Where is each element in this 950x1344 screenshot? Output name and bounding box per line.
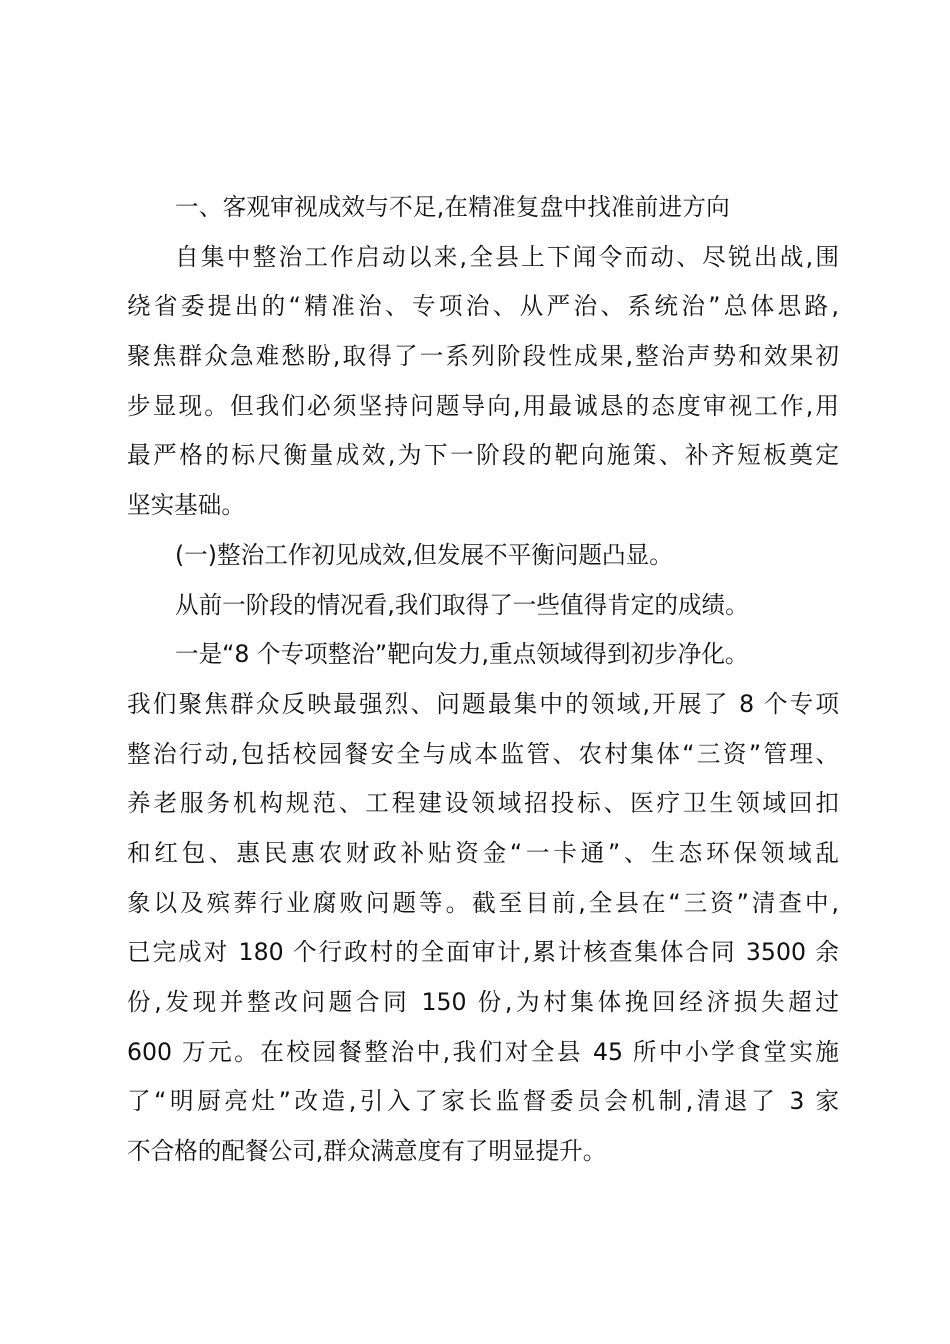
intro-line: 聚焦群众急难愁盼,取得了一系列阶段性成果,整治声势和效果初	[127, 342, 839, 371]
intro-line: 步显现。但我们必须坚持问题导向,用最诚恳的态度审视工作,用	[127, 391, 839, 420]
document-body	[127, 183, 839, 1177]
point-line: 份,发现并整改问题合同 150 份,为村集体挽回经济损失超过	[127, 988, 839, 1016]
point-line: 养老服务机构规范、工程建设领域招投标、医疗卫生领域回扣	[127, 789, 839, 818]
section-heading: 一、客观审视成效与不足,在精准复盘中找准前进方向	[175, 193, 730, 221]
intro-line: 自集中整治工作启动以来,全县上下闻令而动、尽锐出战,围	[175, 242, 839, 271]
intro-line: 最严格的标尺衡量成效,为下一阶段的靶向施策、补齐短板奠定	[127, 441, 839, 470]
point-line: 不合格的配餐公司,群众满意度有了明显提升。	[127, 1137, 607, 1166]
intro-line: 绕省委提出的“精准治、专项治、从严治、系统治”总体思路,	[127, 292, 839, 321]
point-line: 一是“8 个专项整治”靶向发力,重点领域得到初步净化。	[175, 640, 749, 669]
point-line: 象以及殡葬行业腐败问题等。截至目前,全县在“三资”清查中,	[127, 888, 839, 917]
point-line: 整治行动,包括校园餐安全与成本监管、农村集体“三资”管理、	[127, 739, 839, 768]
point-line: 600 万元。在校园餐整治中,我们对全县 45 所中小学食堂实施	[127, 1037, 839, 1066]
point-line: 已完成对 180 个行政村的全面审计,累计核查集体合同 3500 余	[127, 938, 839, 967]
intro-line: 坚实基础。	[127, 491, 245, 520]
point-line: 了“明厨亮灶”改造,引入了家长监督委员会机制,清退了 3 家	[127, 1087, 839, 1116]
subsection-heading: (一)整治工作初见成效,但发展不平衡问题凸显。	[175, 540, 673, 569]
summary-line: 从前一阶段的情况看,我们取得了一些值得肯定的成绩。	[175, 590, 749, 619]
point-line: 我们聚焦群众反映最强烈、问题最集中的领域,开展了 8 个专项	[127, 689, 839, 718]
point-line: 和红包、惠民惠农财政补贴资金“一卡通”、生态环保领域乱	[127, 838, 839, 867]
